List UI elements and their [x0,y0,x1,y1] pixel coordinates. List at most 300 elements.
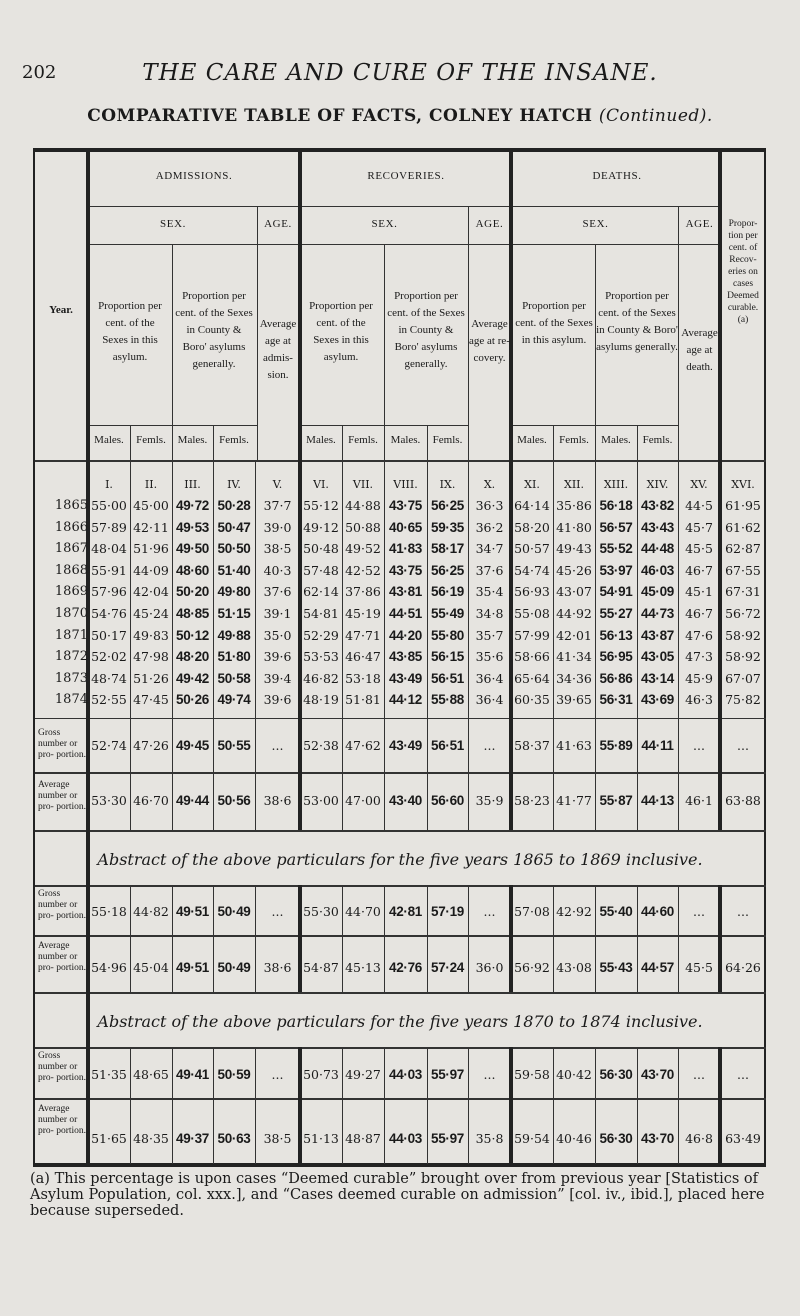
table-row: 55·88 [430,692,465,708]
gross-row: ... [483,738,496,753]
table-row: 56·57 [599,519,633,535]
table-row: 56·19 [430,584,465,600]
table-row: 60·35 [514,692,550,708]
gross-row: 49·41 [175,1067,210,1082]
gross-row: 41·63 [556,738,592,753]
column-number: XVI. [731,478,755,491]
table-row: 34·7 [475,541,504,557]
average-row: 38·5 [263,1131,292,1146]
gross-label: Gross number or pro- portion. [38,889,87,921]
average-row: 44·03 [388,1131,423,1146]
table-row: 50·48 [303,541,339,557]
table-row: 35·6 [475,649,504,665]
gross-row: 44·70 [345,904,381,919]
sex-subheader: Femls. [348,434,378,446]
table-row: 36·2 [475,519,504,535]
column-rule [427,885,428,992]
average-row: 46·1 [685,793,713,808]
average-row: 48·35 [133,1131,169,1146]
table-row: 55·00 [91,498,127,513]
table-row: 48·85 [175,606,210,621]
gross-row: 47·26 [133,738,169,753]
table-row: 49·52 [345,541,381,557]
table-row: 43·75 [388,562,423,578]
table-row: 37·86 [345,584,381,600]
table-row: 56·25 [430,498,465,513]
column-rule [342,885,343,992]
table-row: 46·3 [685,692,713,708]
average-row: 51·13 [303,1131,339,1146]
adm-prop-asylum-header: Proportion per cent. of the Sexes in this asylum. [98,300,162,363]
average-row: 35·8 [475,1131,504,1146]
sex-subheader: Femls. [432,434,463,446]
table-row: 43·82 [640,498,675,513]
gross-row: 43·70 [640,1067,675,1082]
average-row: 45·04 [133,960,169,975]
column-number: XIV. [646,478,669,491]
table-row: 45·09 [640,584,675,600]
column-rule [255,460,256,830]
average-row: 46·8 [685,1131,713,1146]
table-row: 58·17 [430,541,465,557]
column-rule [255,1047,256,1164]
avg-recovery-header: Average age at re- covery. [469,318,510,364]
title-continued: (Continued). [598,106,713,126]
table-row: 53·18 [345,670,381,686]
table-row: 51·96 [133,541,169,557]
gross-row: 42·92 [556,904,592,919]
column-number: VIII. [393,478,418,491]
table-row: 39·6 [263,692,292,708]
column-rule [255,885,256,992]
page-number: 202 [22,62,57,83]
average-row: 64·26 [725,960,761,975]
gross-row: 52·74 [91,738,127,753]
average-row: 49·44 [175,793,210,808]
year-label: 1872 [54,649,88,665]
recoveries-header: RECOVERIES. [367,170,445,182]
year-label: 1867 [54,541,88,557]
table-row: 41·34 [556,649,592,665]
sex-subheader: Males. [517,434,547,446]
table-row: 50·50 [217,541,251,557]
column-rule [595,1047,596,1164]
gross-row: 56·51 [430,738,465,753]
column-number: V. [272,478,283,491]
sex-subheader: Males. [306,434,336,446]
average-row: 42·76 [388,960,423,975]
table-row: 43·87 [640,627,675,643]
table-row: 53·53 [303,649,339,665]
rule-line [88,244,720,245]
table-row: 54·81 [303,606,339,621]
table-row: 50·58 [217,670,251,686]
column-rule [595,460,596,830]
table-row: 50·12 [175,627,210,643]
table-row: 56·31 [599,692,633,708]
table-row: 50·88 [345,519,381,535]
average-row: 43·08 [556,960,592,975]
table-row: 51·26 [133,670,169,686]
table-row: 58·66 [514,649,550,665]
gross-row: ... [693,904,705,919]
table-row: 62·14 [303,584,339,600]
year-label: 1869 [54,584,88,600]
table-row: 36·3 [475,498,504,513]
column-number: XV. [690,478,708,491]
table-row: 35·7 [475,627,504,643]
table-row: 58·20 [514,519,550,535]
rule-line [35,992,766,994]
column-rule [637,460,638,830]
table-row: 44·20 [388,627,423,643]
sex-subheader: Males. [390,434,421,446]
table-row: 64·14 [514,498,550,513]
table-row: 42·52 [345,562,381,578]
column-rule [595,885,596,992]
table-row: 44·73 [640,606,675,621]
table-row: 39·4 [263,670,292,686]
average-row: 50·49 [217,960,251,975]
gross-row: 49·27 [345,1067,381,1082]
table-row: 55·12 [303,498,339,513]
table-row: 51·80 [217,649,251,665]
average-row: 54·96 [91,960,127,975]
table-row: 55·91 [91,562,127,578]
rule-line [35,885,766,887]
table-row: 45·19 [345,606,381,621]
column-rule [678,1047,679,1164]
column-rule [509,885,513,992]
average-row: 56·30 [599,1131,633,1146]
table-row: 57·48 [303,562,339,578]
table-row: 44·88 [345,498,381,513]
table-row: 45·1 [685,584,713,600]
gross-row: ... [271,738,284,753]
table-row: 39·6 [263,649,292,665]
rule-line [35,772,766,774]
table-row: 65·64 [514,670,550,686]
column-rule [718,885,722,992]
table-row: 56·51 [430,670,465,686]
year-label: 1873 [54,670,88,686]
table-row: 43·43 [640,519,675,535]
gross-row: 49·45 [175,738,210,753]
table-row: 45·5 [685,541,713,557]
average-row: 56·60 [430,793,465,808]
table-row: 35·86 [556,498,592,513]
table-row: 54·76 [91,606,127,621]
table-row: 36·4 [475,692,504,708]
table-row: 55·27 [599,606,633,621]
table-row: 50·20 [175,584,210,600]
table-row: 54·74 [514,562,550,578]
sex-subheader: Femls. [219,434,249,446]
column-rule [130,460,131,830]
year-label: 1866 [54,519,88,535]
column-rule [172,885,173,992]
table-row: 67·55 [725,562,761,578]
column-rule [213,460,214,830]
column-rule [213,885,214,992]
gross-row: 51·35 [91,1067,127,1082]
column-rule [553,460,554,830]
table-row: 40·65 [388,519,423,535]
rec-sex-header: SEX. [371,218,398,230]
gross-row: 48·65 [133,1067,169,1082]
column-rule [130,1047,131,1164]
table-row: 56·13 [599,627,633,643]
gross-row: 44·11 [641,738,674,753]
table-row: 39·1 [263,606,292,621]
table-row: 59·35 [430,519,465,535]
gross-label: Gross number or pro- portion. [38,1051,87,1083]
table-row: 55·80 [430,627,465,643]
gross-row: ... [737,1067,749,1082]
table-row: 44·92 [556,606,592,621]
table-row: 45·9 [685,670,713,686]
average-row: 41·77 [556,793,592,808]
dth-prop-asylum-header: Proportion per cent. of the Sexes in this asylum. [515,300,593,346]
column-rule [298,1047,302,1164]
gross-row: ... [737,904,749,919]
gross-row: 50·55 [217,738,251,753]
table-row: 52·29 [303,627,339,643]
table-title [0,106,800,126]
table-row: 37·6 [475,562,504,578]
table-row: 50·47 [217,519,251,535]
gross-row: 57·19 [430,904,465,919]
average-row: 43·40 [388,793,423,808]
column-number: XII. [563,478,585,491]
adm-sex-header: SEX. [160,218,186,230]
gross-row: 55·18 [91,904,127,919]
average-row: 47·00 [345,793,381,808]
table-row: 55·08 [514,606,550,621]
sex-subheader: Femls. [642,434,673,446]
table-row: 43·69 [640,692,675,708]
average-row: 58·23 [514,793,550,808]
title-text: COMPARATIVE TABLE OF FACTS, COLNEY HATCH [87,106,593,126]
table-row: 44·48 [640,541,675,557]
table-row: 49·88 [217,627,251,643]
average-label: Average number or pro- portion. [38,941,87,973]
column-rule [553,1047,554,1164]
column-number: II. [144,478,158,491]
average-row: 45·5 [685,960,713,975]
adm-age-header: AGE. [264,218,292,230]
table-row: 46·03 [640,562,675,578]
gross-label: Gross number or pro- portion. [38,728,87,760]
avg-death-header: Average age at death. [681,327,718,373]
gross-row: ... [737,738,749,753]
table-row: 49·80 [217,584,251,600]
gross-row: 50·73 [303,1067,339,1082]
rule-line [35,460,766,462]
table-row: 42·01 [556,627,592,643]
table-row: 34·36 [556,670,592,686]
table-row: 47·3 [685,649,713,665]
gross-row: 50·59 [217,1067,251,1082]
gross-row: ... [483,1067,496,1082]
table-row: 61·62 [725,519,761,535]
year-label: 1868 [54,562,88,578]
table-row: 42·04 [133,584,169,600]
table-row: 47·98 [133,649,169,665]
dth-sex-header: SEX. [582,218,609,230]
average-row: 53·00 [303,793,339,808]
table-row: 44·51 [388,606,423,621]
table-row: 50·28 [217,498,251,513]
table-row: 41·80 [556,519,592,535]
gross-row: 55·40 [599,904,633,919]
table-row: 49·42 [175,670,210,686]
table-row: 67·07 [725,670,761,686]
average-row: 44·57 [640,960,675,975]
table-row: 67·31 [725,584,761,600]
table-row: 37·6 [263,584,292,600]
average-row: 53·30 [91,793,127,808]
column-rule [213,1047,214,1164]
table-row: 49·50 [175,541,210,557]
average-row: 59·54 [514,1131,550,1146]
table-row: 58·92 [725,627,761,643]
rec-prop-general-header: Proportion per cent. of the Sexes in County & Boro' asylums generally. [387,290,465,370]
average-row: 55·87 [599,793,633,808]
adm-prop-general-header: Proportion per cent. of the Sexes in County & Boro' asylums generally. [175,290,253,370]
table-row: 50·57 [514,541,550,557]
table-row: 44·5 [685,498,713,513]
average-label: Average number or pro- portion. [38,1104,87,1136]
average-row: 63·88 [725,793,761,808]
column-rule [384,885,385,992]
average-row: 48·87 [345,1131,381,1146]
rule-line [35,1098,766,1100]
average-row: 46·70 [133,793,169,808]
table-row: 34·8 [475,606,504,621]
rule-line [88,206,720,207]
table-row: 62·87 [725,541,761,557]
table-row: 40·3 [263,562,292,578]
table-row: 56·15 [430,649,465,665]
table-row: 61·95 [725,498,761,513]
table-row: 55·52 [599,541,633,557]
table-row: 56·72 [725,606,761,621]
rule-line [35,935,766,937]
rule-line [35,830,766,832]
dth-prop-general-header: Proportion per cent. of the Sexes in County & Boro' asylums generally. [596,290,678,353]
table-row: 48·74 [91,670,127,686]
table-row: 45·7 [685,519,713,535]
table-row: 51·15 [217,606,251,621]
column-rule [678,885,679,992]
gross-row: 57·08 [514,904,550,919]
column-rule [172,244,173,460]
column-rule [342,460,343,830]
table-row: 44·12 [388,692,423,708]
table-row: 47·71 [345,627,381,643]
abstract-1870-1874: Abstract of the above particulars for the five years 1870 to 1874 inclusive. [97,1012,703,1031]
table-row: 46·82 [303,670,339,686]
average-row: 55·43 [599,960,633,975]
table-row: 43·81 [388,584,423,600]
column-rule [384,460,385,830]
table-row: 56·25 [430,562,465,578]
column-rule [342,1047,343,1164]
table-row: 56·93 [514,584,550,600]
average-row: 50·63 [217,1131,251,1146]
average-row: 49·51 [175,960,210,975]
table-row: 56·18 [599,498,633,513]
running-head: THE CARE AND CURE OF THE INSANE. [142,60,658,86]
table-row: 45·24 [133,606,169,621]
deaths-header: DEATHS. [592,170,642,182]
gross-row: 55·97 [430,1067,465,1082]
table-row: 52·02 [91,649,127,665]
table-row: 56·95 [599,649,633,665]
table-row: 57·99 [514,627,550,643]
gross-row: 55·30 [303,904,339,919]
column-number: IV. [227,478,241,491]
column-number: VI. [313,478,329,491]
sex-subheader: Femls. [559,434,589,446]
gross-row: 52·38 [303,738,339,753]
average-row: 50·56 [217,793,251,808]
table-row: 46·7 [685,606,713,621]
gross-row: 43·49 [388,738,423,753]
column-rule [427,1047,428,1164]
average-row: 51·65 [91,1131,127,1146]
average-row: 57·24 [430,960,465,975]
average-label: Average number or pro- portion. [38,780,87,812]
average-row: 38·6 [263,793,292,808]
column-rule [384,1047,385,1164]
dth-age-header: AGE. [685,218,714,230]
table-row: 54·91 [599,584,633,600]
table-row: 39·65 [556,692,592,708]
column-number: VII. [352,478,374,491]
gross-row: 59·58 [514,1067,550,1082]
table-row: 43·07 [556,584,592,600]
table-row: 43·85 [388,649,423,665]
column-rule [130,885,131,992]
footnote: (a) This percentage is upon cases “Deemed curable” brought over from previous year [Statistics of Asylum Population, col. xxx.], and “Cases deemed curable on admission” [col. iv., ibid.], placed here because superseded. [30,1171,765,1219]
average-row: 45·13 [345,960,381,975]
gross-row: 58·37 [514,738,550,753]
year-label: 1871 [54,627,88,643]
gross-row: ... [693,1067,705,1082]
table-row: 53·97 [599,562,633,578]
column-rule [468,1047,469,1164]
column-number: XIII. [603,478,629,491]
table-row: 45·00 [133,498,169,513]
table-row: 49·74 [217,692,251,708]
table-row: 50·17 [91,627,127,643]
gross-row: 44·03 [388,1067,423,1082]
rule-line [35,718,766,719]
gross-row: ... [693,738,705,753]
gross-row: 56·30 [599,1067,633,1082]
admissions-header: ADMISSIONS. [155,170,233,182]
table-row: 50·26 [175,692,210,708]
rec-prop-asylum-header: Proportion per cent. of the Sexes in this asylum. [309,300,373,363]
table-row: 35·4 [475,584,504,600]
table-row: 52·55 [91,692,127,708]
table-row: 57·89 [91,519,127,535]
average-row: 56·92 [514,960,550,975]
average-row: 35·9 [475,793,504,808]
average-row: 63·49 [725,1131,761,1146]
